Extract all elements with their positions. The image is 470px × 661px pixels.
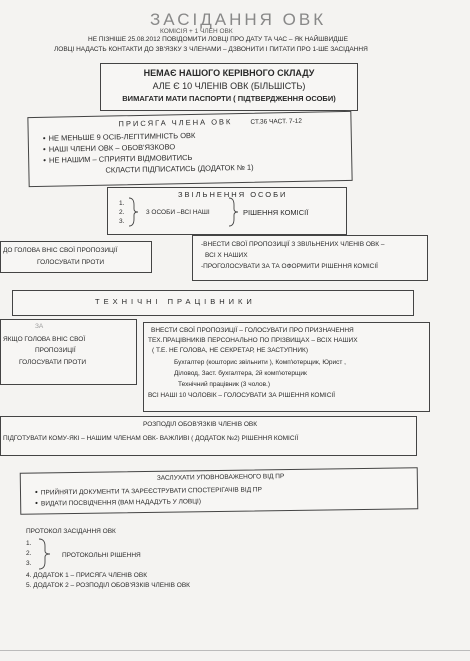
box7-line-1: ПІДГОТУВАТИ КОМУ-ЯКІ – НАШИМ ЧЛЕНАМ ОВК- ВАЖЛИВІ ( ДОДАТОК №2) РІШЕННЯ КОМІСІЇ — [3, 435, 299, 442]
box6r-line-5: Діловод, Заст. бухгалтера, 2й комп'ютерщик — [174, 370, 307, 377]
box2-ref: СТ.36 ЧАСТ. 7-12 — [250, 117, 303, 126]
box6r-line-7: ВСІ НАШІ 10 ЧОЛОВІК – ГОЛОСУВАТИ ЗА РІШЕННЯ КОМІСІЇ — [148, 392, 335, 399]
box1-line-3: ВИМАГАТИ МАТИ ПАСПОРТИ ( ПІДТВЕРДЖЕННЯ ОСОБИ) — [122, 94, 336, 103]
bullet-icon: • — [34, 487, 38, 497]
box-dismissal — [107, 187, 347, 235]
box5-title: ТЕХНІЧНІ ПРАЦІВНИКИ — [95, 297, 256, 306]
box4l-line-1: ДО ГОЛОВА ВНІС СВОЇ ПРОПОЗИЦІЇ — [3, 247, 118, 254]
box1-line-2: АЛЕ Є 10 ЧЛЕНІВ ОВК (БІЛЬШІСТЬ) — [152, 81, 306, 91]
box-oath — [27, 111, 352, 187]
box4r-line-2: ВСІ Х НАШИХ — [205, 252, 248, 259]
footer-item-2: 2. — [26, 550, 32, 557]
box4r-line-3: -ПРОГОЛОСУВАТИ ЗА ТА ОФОРМИТИ РІШЕННЯ КОМІСІЇ — [201, 263, 378, 270]
box-duties — [0, 416, 417, 456]
box6l-line-1: ЯКЩО ГОЛОВА ВНІС СВОЇ — [3, 336, 86, 343]
box-party-rep — [20, 467, 419, 515]
brace-icon — [128, 197, 140, 227]
footer-brace-label: ПРОТОКОЛЬНІ РІШЕННЯ — [62, 552, 141, 559]
footer-item-3: 3. — [26, 560, 32, 567]
brace-icon — [38, 538, 52, 570]
box6r-line-2: ТЕХ.ПРАЦІВНИКІВ ПЕРСОНАЛЬНО ПО ПРІЗВИЩАХ – ВСІХ НАШИХ — [148, 337, 358, 344]
box-appoint-tech — [143, 322, 430, 412]
page-subtitle: КОМІСІЯ + 1 ЧЛЕН ОВК — [160, 28, 233, 35]
box3-item-2: 2. — [119, 209, 125, 216]
box6r-line-4: Бухгалтер (кошторис звільнити ), Комп'ютерщик, Юрист , — [174, 359, 346, 366]
box7-title: РОЗПОДІЛ ОБОВ'ЯЗКІВ ЧЛЕНІВ ОВК — [143, 421, 258, 428]
box-chair-tech — [0, 319, 137, 385]
footer-addendum-2: 5. ДОДАТОК 2 – РОЗПОДІЛ ОБОВ'ЯЗКІВ ЧЛЕНІВ ОВК — [26, 582, 190, 589]
footer-addendum-1: 4. ДОДАТОК 1 – ПРИСЯГА ЧЛЕНІВ ОВК — [26, 572, 147, 579]
box2-line-4: СКЛАСТИ ПІДПИСАТИСЬ (ДОДАТОК № 1) — [105, 162, 254, 175]
header-line-2: ЛОВЦІ НАДАСТЬ КОНТАКТИ ДО ЗВ'ЯЗКУ З ЧЛЕНАМИ – ДЗВОНИТИ І ПИТАТИ ПРО 1-ШЕ ЗАСІДАННЯ — [54, 46, 368, 53]
box3-item-3: 3. — [119, 218, 125, 225]
box-technical-staff — [12, 290, 414, 316]
bullet-icon: • — [42, 133, 46, 143]
box6l-line-3: ГОЛОСУВАТИ ПРОТИ — [19, 359, 87, 366]
box4l-line-2: ГОЛОСУВАТИ ПРОТИ — [37, 259, 105, 266]
bullet-icon: • — [35, 498, 39, 508]
box6l-line-0: ЗА — [35, 323, 44, 330]
box3-mid: 3 ОСОБИ –ВСІ НАШІ — [146, 209, 210, 216]
box6r-line-6: Технічний працівник (3 чолов.) — [178, 381, 270, 388]
box3-right: РІШЕННЯ КОМІСІЇ — [243, 208, 309, 217]
box-own-proposals — [192, 235, 428, 281]
box3-title: ЗВІЛЬНЕННЯ ОСОБИ — [178, 190, 288, 199]
header-line-1: НЕ ПІЗНІШЕ 25.08.2012 ПОВІДОМИТИ ЛОВЦІ ПРО ДАТУ ТА ЧАС – ЯК НАЙШВИДШЕ — [88, 36, 348, 43]
box2-bullet-3: НЕ НАШИМ – СПРИЯТИ ВІДМОВИТИСЬ — [48, 152, 193, 165]
box2-bullet-2: НАШІ ЧЛЕНИ ОВК – ОБОВ'ЯЗКОВО — [48, 142, 176, 154]
box3-item-1: 1. — [119, 200, 125, 207]
box8-bullet-2: ВИДАТИ ПОСВІДЧЕННЯ (ВАМ НАДАДУТЬ У ЛОВЦІ) — [40, 498, 202, 508]
box6r-line-3: ( Т.Е. НЕ ГОЛОВА, НЕ СЕКРЕТАР, НЕ ЗАСТУПНИК) — [152, 347, 308, 354]
box-no-leadership — [100, 63, 358, 111]
brace-icon — [228, 197, 240, 227]
bottom-divider — [0, 650, 470, 651]
box4r-line-1: -ВНЕСТИ СВОЇ ПРОПОЗИЦІЇ З ЗВІЛЬНЕНИХ ЧЛЕНІВ ОВК – — [201, 241, 385, 248]
box1-line-1: НЕМАЄ НАШОГО КЕРІВНОГО СКЛАДУ — [143, 68, 315, 78]
bullet-icon: • — [43, 155, 47, 165]
bullet-icon: • — [42, 144, 46, 154]
box-chair-proposal — [0, 241, 152, 273]
box8-title: ЗАСЛУХАТИ УПОВНОВАЖЕНОГО ВІД ПР — [156, 473, 285, 482]
box2-bullet-1: НЕ МЕНЬШЕ 9 ОСІБ-ЛЕГІТИМНІСТЬ ОВК — [48, 130, 196, 143]
box2-title: ПРИСЯГА ЧЛЕНА ОВК — [118, 117, 233, 129]
footer-item-1: 1. — [26, 540, 32, 547]
footer-title: ПРОТОКОЛ ЗАСІДАННЯ ОВК — [26, 528, 116, 535]
box8-bullet-1: ПРИЙНЯТИ ДОКУМЕНТИ ТА ЗАРЕЄСТРУВАТИ СПОСТЕРІГАЧІВ ВІД ПР — [40, 486, 262, 497]
box6r-line-1: ВНЕСТИ СВОЇ ПРОПОЗИЦІЇ – ГОЛОСУВАТИ ПРО ПРИЗНАЧЕННЯ — [151, 327, 354, 334]
box6l-line-2: ПРОПОЗИЦІЇ — [35, 347, 76, 354]
page-title: ЗАСІДАННЯ ОВК — [150, 10, 327, 29]
